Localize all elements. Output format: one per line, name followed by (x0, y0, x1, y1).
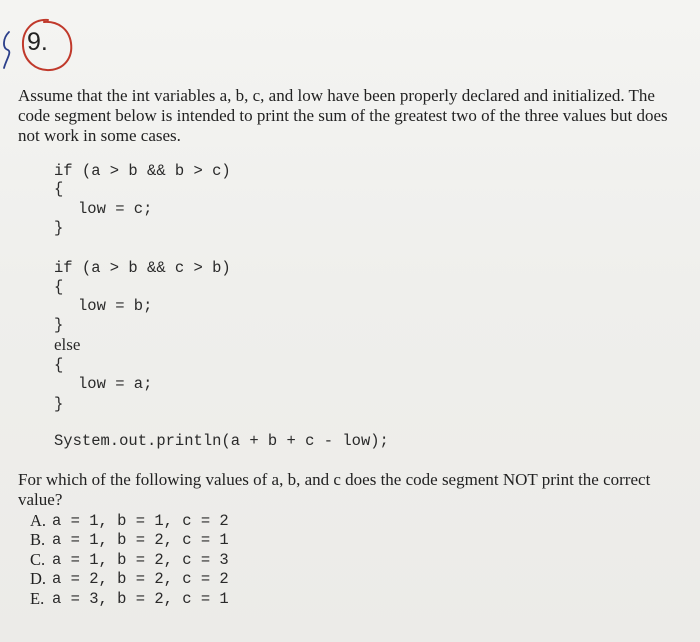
choice-c[interactable] (30, 550, 229, 570)
choice-b[interactable] (30, 531, 229, 551)
choice-text: a = 3, b = 2, c = 1 (52, 589, 229, 608)
question-number: 9. (27, 28, 48, 56)
choice-text: a = 2, b = 2, c = 2 (52, 570, 229, 589)
code-line: low = c; (78, 200, 153, 218)
choice-text: a = 1, b = 1, c = 2 (52, 511, 229, 530)
code-line: if (a > b && c > b) (54, 259, 231, 277)
code-line: } (54, 316, 64, 334)
choice-letter: C. (30, 549, 46, 569)
code-line: } (54, 395, 64, 413)
code-line: if (a > b && b > c) (54, 162, 231, 180)
answer-choices (30, 511, 229, 609)
code-line: low = a; (78, 375, 153, 393)
multiple-choice-question: For which of the following values of a, b, and c does the code segment NOT print the correct value? (18, 470, 651, 509)
choice-text: a = 1, b = 2, c = 3 (52, 550, 229, 569)
choice-letter: E. (30, 588, 45, 608)
code-line: System.out.println(a + b + c - low); (54, 432, 389, 450)
choice-letter: D. (30, 569, 47, 589)
choice-e[interactable] (30, 589, 229, 609)
choice-text: a = 1, b = 2, c = 1 (52, 531, 229, 550)
code-line: low = b; (78, 297, 153, 315)
question-prompt: Assume that the int variables a, b, c, and low have been properly declared and initialized. The code segment below is intended to print the sum of the greatest two of the three values but does not work in some cases. (18, 86, 668, 145)
choice-d[interactable] (30, 570, 229, 590)
code-line: } (54, 219, 64, 237)
code-line: { (54, 356, 64, 374)
code-line: else (54, 335, 81, 354)
choice-letter: A. (30, 510, 47, 530)
choice-a[interactable] (30, 511, 229, 531)
choice-letter: B. (30, 530, 46, 550)
code-line: { (54, 180, 64, 198)
question-number-badge (18, 16, 76, 74)
code-line: { (54, 278, 64, 296)
